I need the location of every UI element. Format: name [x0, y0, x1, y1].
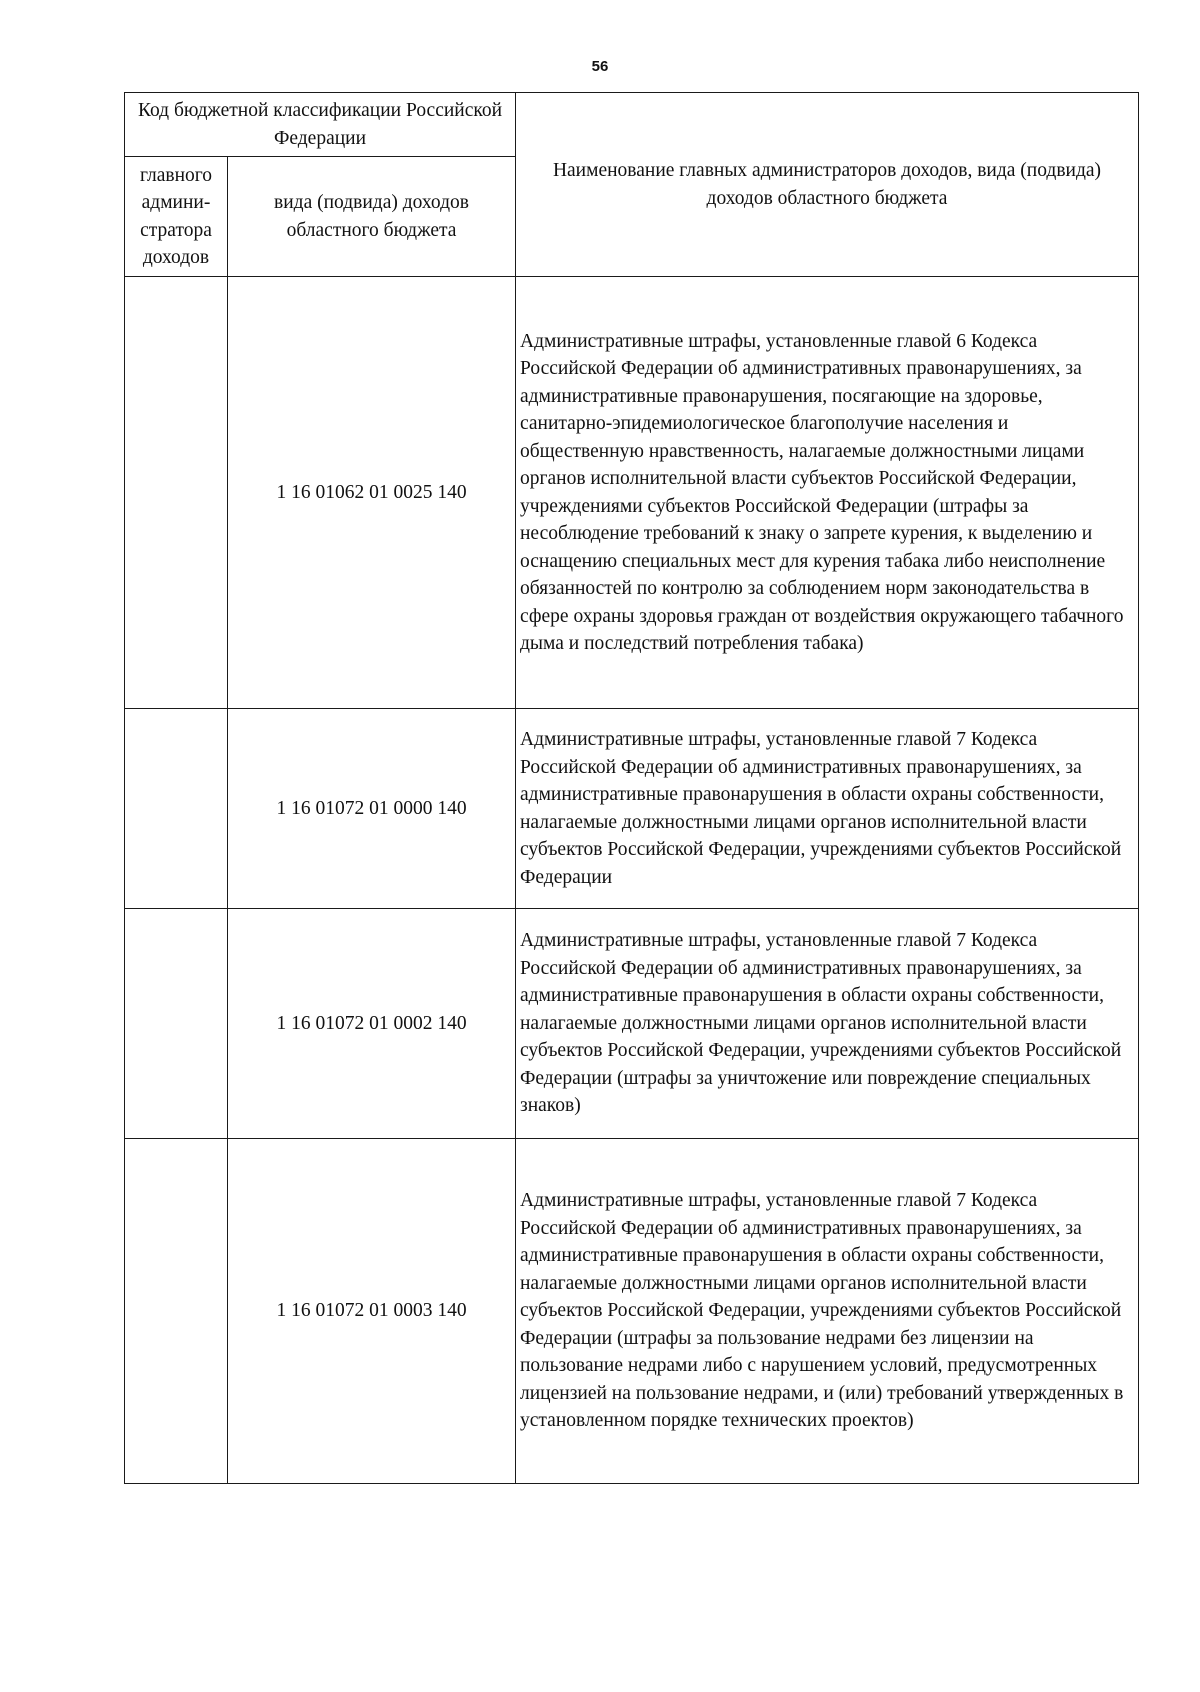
page-number: 56 — [591, 58, 609, 75]
income-code-cell: 1 16 01062 01 0025 140 — [228, 277, 516, 709]
income-name-cell: Административные штрафы, установленные главой 7 Кодекса Российской Федерации об административных правонарушениях, за административные правонарушения в области охраны собственности, налагаемые должностными лицами органов исполнительной власти субъектов Российской Федерации, учреждениями субъектов Российской Федерации (штрафы за пользование недрами без лицензии на пользование недрами либо с нарушением условий, предусмотренных лицензией на пользование недрами, и (или) требований утвержденных в установленном порядке технических проектов) — [516, 1139, 1139, 1484]
header-income-type: вида (подвида) доходов областного бюджета — [228, 157, 516, 277]
income-name-cell: Административные штрафы, установленные главой 6 Кодекса Российской Федерации об административных правонарушениях, за административные правонарушения, посягающие на здоровье, санитарно-эпидемиологическое благополучие населения и общественную нравственность, налагаемые должностными лицами органов исполнительной власти субъектов Российской Федерации, учреждениями субъектов Российской Федерации (штрафы за несоблюдение требований к знаку о запрете курения, к выделению и оснащению специальных мест для курения табака либо неисполнение обязанностей по контролю за соблюдением норм законодательства в сфере охраны здоровья граждан от воздействия окружающего табачного дыма и последствий потребления табака) — [516, 277, 1139, 709]
income-code-cell: 1 16 01072 01 0002 140 — [228, 909, 516, 1139]
header-main-administrator: главного админи-стратора доходов — [125, 157, 228, 277]
table-row — [125, 909, 1139, 1139]
table-row — [125, 277, 1139, 709]
admin-code-cell — [125, 277, 228, 709]
table-row — [125, 1139, 1139, 1484]
budget-classification-table — [124, 92, 1139, 1484]
income-code-cell: 1 16 01072 01 0003 140 — [228, 1139, 516, 1484]
admin-code-cell — [125, 709, 228, 909]
header-administrator-name: Наименование главных администраторов доходов, вида (подвида) доходов областного бюджета — [516, 93, 1139, 277]
income-code-cell: 1 16 01072 01 0000 140 — [228, 709, 516, 909]
income-name-cell: Административные штрафы, установленные главой 7 Кодекса Российской Федерации об административных правонарушениях, за административные правонарушения в области охраны собственности, налагаемые должностными лицами органов исполнительной власти субъектов Российской Федерации, учреждениями субъектов Российской Федерации (штрафы за уничтожение или повреждение специальных знаков) — [516, 909, 1139, 1139]
admin-code-cell — [125, 1139, 228, 1484]
income-name-cell: Административные штрафы, установленные главой 7 Кодекса Российской Федерации об административных правонарушениях, за административные правонарушения в области охраны собственности, налагаемые должностными лицами органов исполнительной власти субъектов Российской Федерации, учреждениями субъектов Российской Федерации — [516, 709, 1139, 909]
admin-code-cell — [125, 909, 228, 1139]
table-row — [125, 709, 1139, 909]
table-header-row-group — [125, 93, 1139, 157]
header-budget-code-group: Код бюджетной классификации Российской Федерации — [125, 93, 516, 157]
